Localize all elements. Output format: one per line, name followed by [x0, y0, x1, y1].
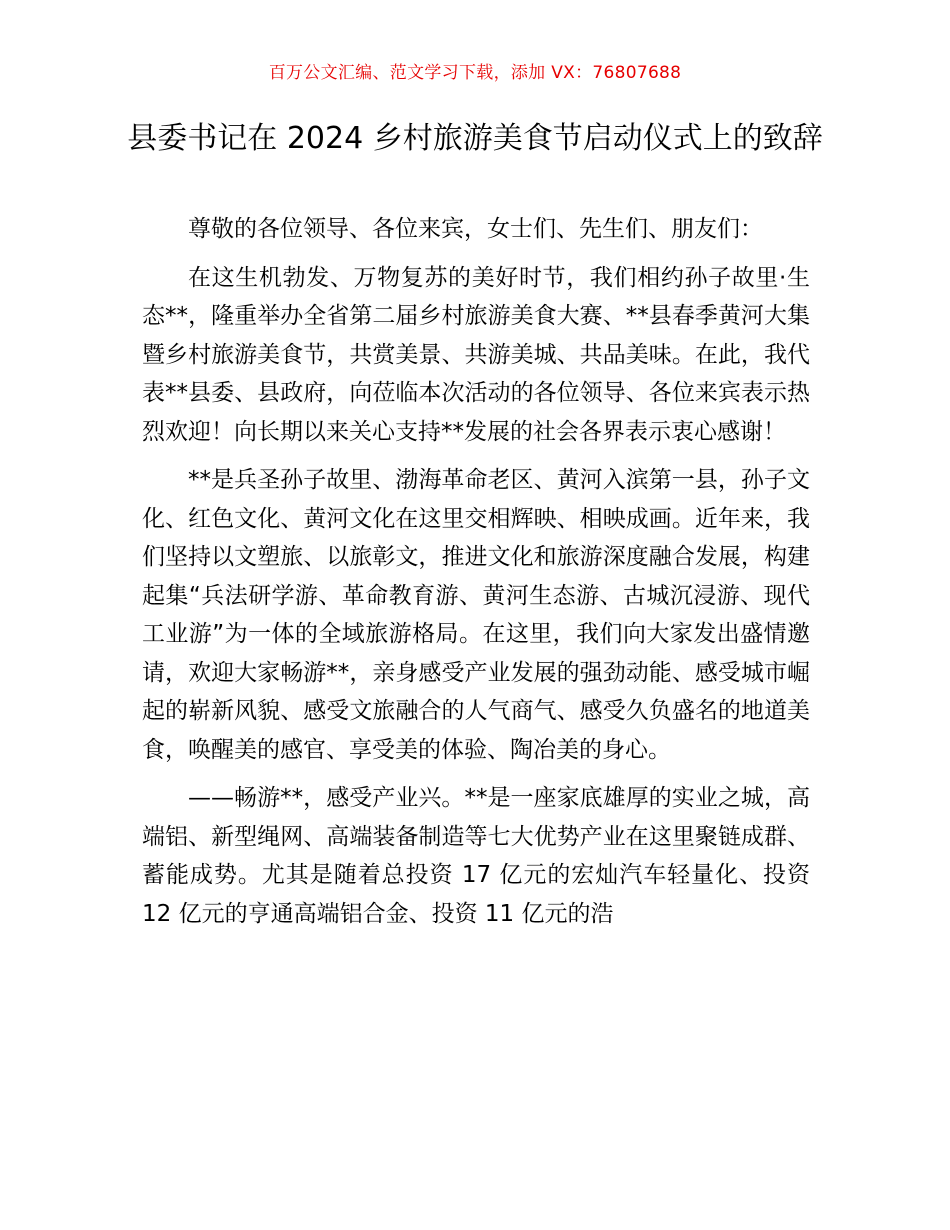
document-title: 县委书记在 2024 乡村旅游美食节启动仪式上的致辞 — [127, 121, 823, 156]
body-paragraph: 在这生机勃发、万物复苏的美好时节，我们相约孙子故里·生态**，隆重举办全省第二届乡村旅游美食大赛、**县春季黄河大集暨乡村旅游美食节，共赏美景、共游美城、共品美味。在此，我代表**县委、县政府，向莅临本次活动的各位领导、各位来宾表示热烈欢迎！向长期以来关心支持**发展的社会各界表示衷心感谢！ — [142, 264, 810, 445]
body-paragraph: ——畅游**，感受产业兴。**是一座家底雄厚的实业之城，高端铝、新型绳网、高端装备制造等七大优势产业在这里聚链成群、蓄能成势。尤其是随着总投资 17 亿元的宏灿汽车轻量化、投资 12 亿元的亨通高端铝合金、投资 11 亿元的浩 — [142, 785, 810, 927]
salutation-paragraph: 尊敬的各位领导、各位来宾，女士们、先生们、朋友们： — [188, 216, 763, 242]
watermark-header: 百万公文汇编、范文学习下载，添加 VX：76807688 — [268, 63, 682, 83]
body-paragraph: **是兵圣孙子故里、渤海革命老区、黄河入滨第一县，孙子文化、红色文化、黄河文化在这里交相辉映、相映成画。近年来，我们坚持以文塑旅、以旅彰文，推进文化和旅游深度融合发展，构建起集“兵法研学游、革命教育游、黄河生态游、古城沉浸游、现代工业游”为一体的全域旅游格局。在这里，我们向大家发出盛情邀请，欢迎大家畅游**，亲身感受产业发展的强劲动能、感受城市崛起的崭新风貌、感受文旅融合的人气商气、感受久负盛名的地道美食，唤醒美的感官、享受美的体验、陶冶美的身心。 — [142, 467, 810, 763]
document-body — [142, 210, 810, 943]
